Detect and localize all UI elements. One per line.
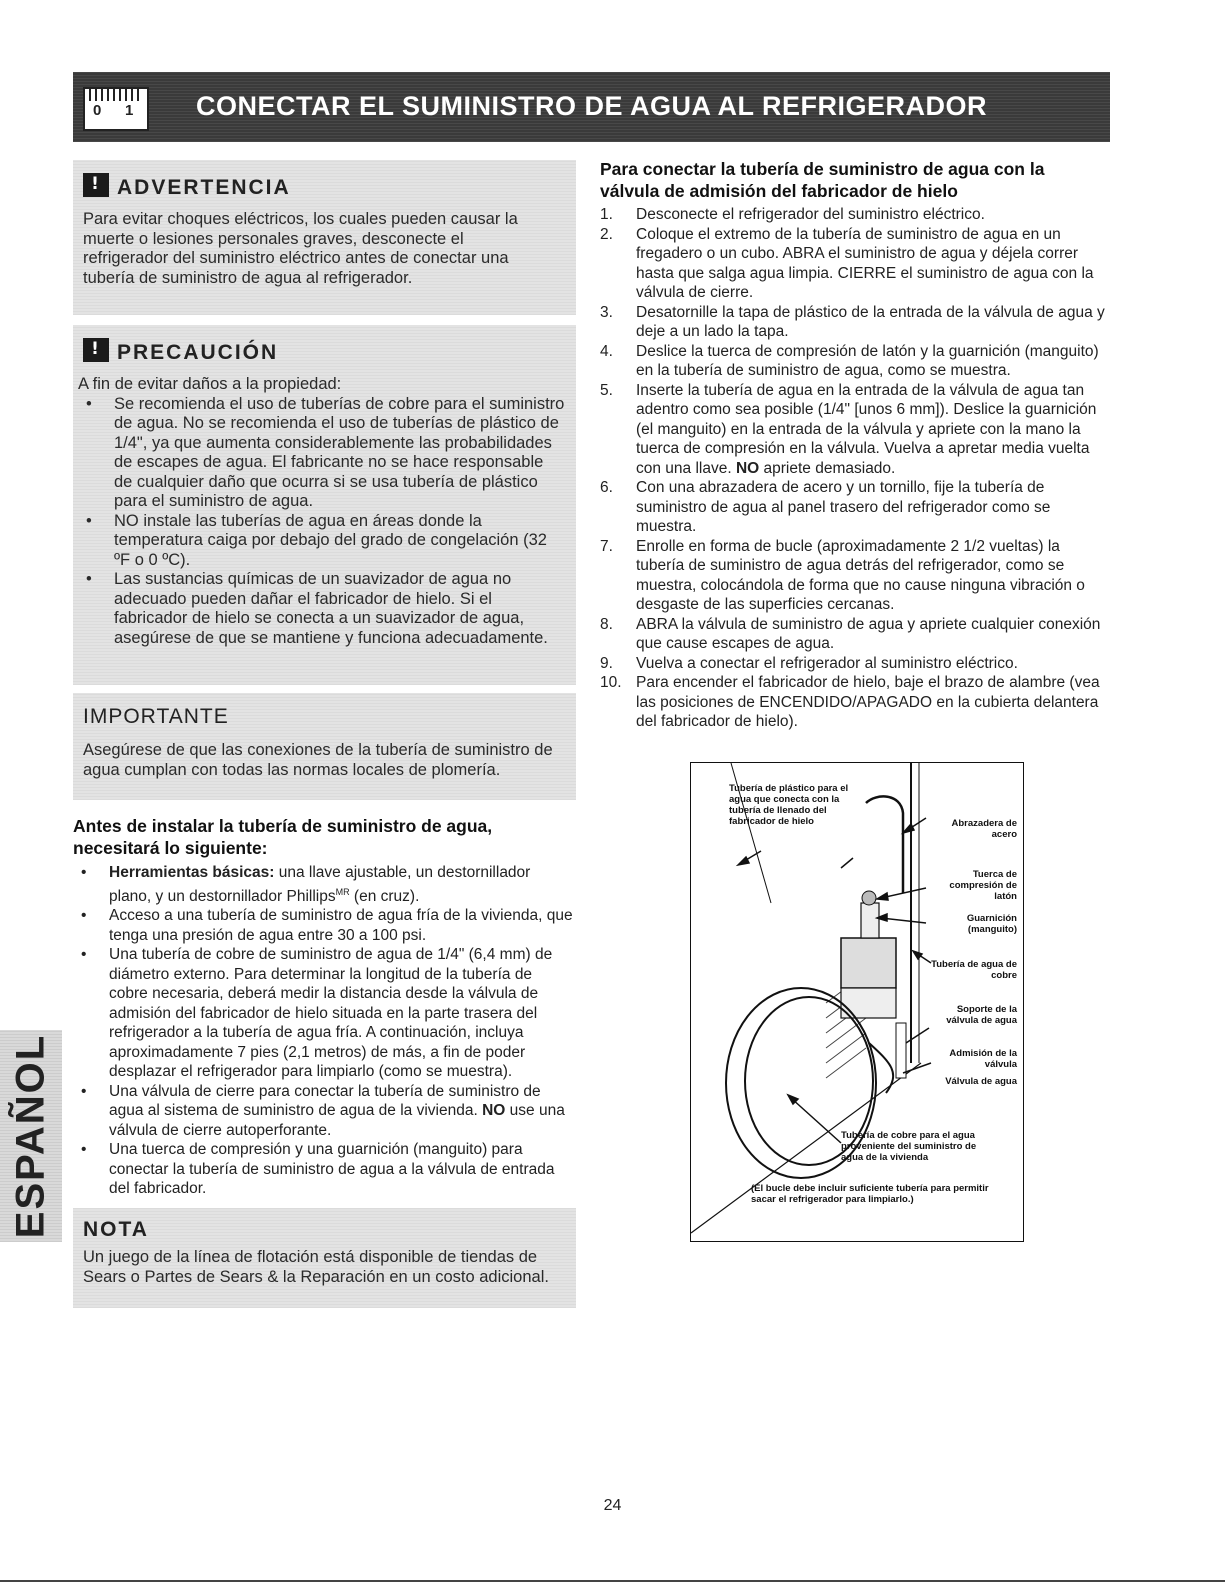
list-item: • Herramientas básicas: una llave ajustable, un destornillador plano, y un destornillador Phillips$^{MR}$ (en cruz). — [73, 863, 573, 906]
step-item: 10. Para encender el fabricador de hielo, baje el brazo de alambre (vea las posiciones de ENCENDIDO/APAGADO en la cubierta delantera del fabricador de hielo). — [600, 674, 1100, 730]
list-item: • Una tuerca de compresión y una guarnición (manguito) para conectar la tubería de suministro de agua a la válvula de entrada del fabricador. — [73, 1140, 573, 1199]
step-item: 7. Enrolle en forma de bucle (aproximadamente 2 1/2 vueltas) la tubería de suministro de agua detrás del refrigerador, como se muestra, colocándola de forma que no cause ninguna vibración o desgaste de las superficies cercanas. — [600, 537, 1085, 613]
label-bracket: Soporte de la válvula de agua — [946, 1004, 1017, 1026]
before-title: Antes de instalar la tubería de suministro de agua, necesitará lo siguiente: — [73, 816, 493, 858]
step-item: 5. Inserte la tubería de agua en la entrada de la válvula de agua tan adentro como sea posible (1/4" [unos 6 mm]). Deslice la guarnición (el manguito) en la entrada de la válvula y apriete con la mano la tuerca de compresión en la válvula. Vuelva a apretar media vuelta con una llave. NO apriete demasiado. — [600, 381, 1097, 477]
step-item: 1. Desconecte el refrigerador del suministro eléctrico. — [600, 206, 985, 223]
connect-steps — [600, 205, 1105, 732]
caution-icon — [83, 338, 109, 362]
label-loop: (El bucle debe incluir suficiente tubería para permitir sacar el refrigerador para limpiarlo.) — [751, 1183, 989, 1205]
language-side-tab: ESPAÑOL — [0, 1030, 62, 1242]
connect-steps-container — [600, 205, 1105, 732]
caution-heading: PRECAUCIÓN — [117, 341, 279, 364]
step-item: 9. Vuelva a conectar el refrigerador al suministro eléctrico. — [600, 654, 1018, 672]
label-sleeve: Guarnición (manguito) — [966, 913, 1017, 935]
step-item: 8. ABRA la válvula de suministro de agua y apriete cualquier conexión que cause escapes de agua. — [600, 615, 1101, 652]
warning-heading: ADVERTENCIA — [117, 176, 291, 199]
important-text: Asegúrese de que las conexiones de la tubería de suministro de agua cumplan con todas las normas locales de plomería. — [83, 741, 553, 779]
label-clamp: Abrazadera de acero — [951, 818, 1017, 840]
label-copper: Tubería de agua de cobre — [931, 959, 1017, 981]
list-item: • Las sustancias químicas de un suavizador de agua no adecuado pueden dañar el fabricador de hielo. Si el fabricador de hielo se conecta a un suavizador de agua, asegúrese de que se mantiene y funciona adecuadamente. — [78, 570, 566, 648]
label-plastic-tube: Tubería de plástico para el agua que conecta con la tubería de llenado del fabricador de hielo — [729, 783, 849, 827]
caution-box — [73, 325, 576, 685]
list-item: • NO instale las tuberías de agua en áreas donde la temperatura caiga por debajo del grado de congelación (32 ºF o 0 ºC). — [78, 512, 566, 571]
important-heading: IMPORTANTE — [83, 705, 229, 728]
step-item: 3. Desatornille la tapa de plástico de la entrada de la válvula de agua y deje a un lado la tapa. — [600, 303, 1105, 340]
label-nut: Tuerca de compresión de latón — [949, 869, 1017, 902]
label-valve: Válvula de agua — [945, 1076, 1017, 1087]
page-title: CONECTAR EL SUMINISTRO DE AGUA AL REFRIGERADOR — [195, 91, 988, 121]
on-off-switch-icon: 0 1 — [83, 87, 149, 131]
before-list-container — [73, 863, 573, 1199]
caution-intro: A fin de evitar daños a la propiedad: — [78, 375, 342, 393]
page-header — [73, 72, 1110, 142]
step-item: 2. Coloque el extremo de la tubería de suministro de agua en un fregadero o un cubo. ABRA el suministro de agua y déjela correr hasta que salga agua limpia. CIERRE el suministro de agua con la válvula de cierre. — [600, 225, 1094, 301]
list-item: • Acceso a una tubería de suministro de agua fría de la vivienda, que tenga una presión de agua entre 30 a 100 psi. — [73, 906, 573, 945]
label-supply: Tubería de cobre para el agua proveniente del suministro de agua de la vivienda — [841, 1130, 977, 1163]
note-heading: NOTA — [83, 1218, 149, 1241]
warning-text: Para evitar choques eléctricos, los cuales pueden causar la muerte o lesiones personales graves, desconecte el refrigerador del suministro eléctrico antes de conectar una tubería de suministro de agua al refrigerador. — [83, 210, 518, 287]
list-item: • Se recomienda el uso de tuberías de cobre para el suministro de agua. No se recomienda el uso de tuberías de plástico de 1/4", ya que aumenta considerablemente las probabilidades de escapes de agua. El fabricante no se hace responsable de cualquier daño que ocurra si se usa tubería de plástico para el suministro de agua. — [78, 395, 566, 512]
note-text: Un juego de la línea de flotación está disponible de tiendas de Sears o Partes de Sears & la Reparación en un costo adicional. — [83, 1248, 549, 1286]
connect-title: Para conectar la tubería de suministro de agua con la válvula de admisión del fabricador de hielo — [600, 159, 1045, 201]
list-item: • Una válvula de cierre para conectar la tubería de suministro de agua al sistema de suministro de agua de la vivienda. NO use una válvula de cierre autoperforante. — [73, 1082, 573, 1141]
label-inlet: Admisión de la válvula — [949, 1048, 1017, 1070]
before-list — [73, 863, 573, 1199]
installation-diagram — [690, 762, 1024, 1242]
caution-list — [78, 395, 566, 649]
page-number: 24 — [603, 1497, 622, 1514]
step-item: 4. Deslice la tuerca de compresión de latón y la guarnición (manguito) en la tubería de suministro de agua, como se muestra. — [600, 342, 1099, 379]
note-box — [73, 1208, 576, 1308]
bottom-rule — [0, 1580, 1225, 1582]
warning-box — [73, 160, 576, 315]
warning-icon — [83, 173, 109, 197]
important-box — [73, 693, 576, 800]
step-item: 6. Con una abrazadera de acero y un tornillo, fije la tubería de suministro de agua al panel trasero del refrigerador como se muestra. — [600, 479, 1051, 535]
list-item: • Una tubería de cobre de suministro de agua de 1/4" (6,4 mm) de diámetro externo. Para determinar la longitud de la tubería de cobre necesaria, deberá medir la distancia desde la válvula de admisión del fabricador de hielo situada en la parte trasera del refrigerador a la tubería de agua fría. A continuación, incluya aproximadamente 7 pies (2,1 metros) de más, a fin de poder desplazar el refrigerador para limpiarlo (como se muestra). — [73, 945, 573, 1082]
